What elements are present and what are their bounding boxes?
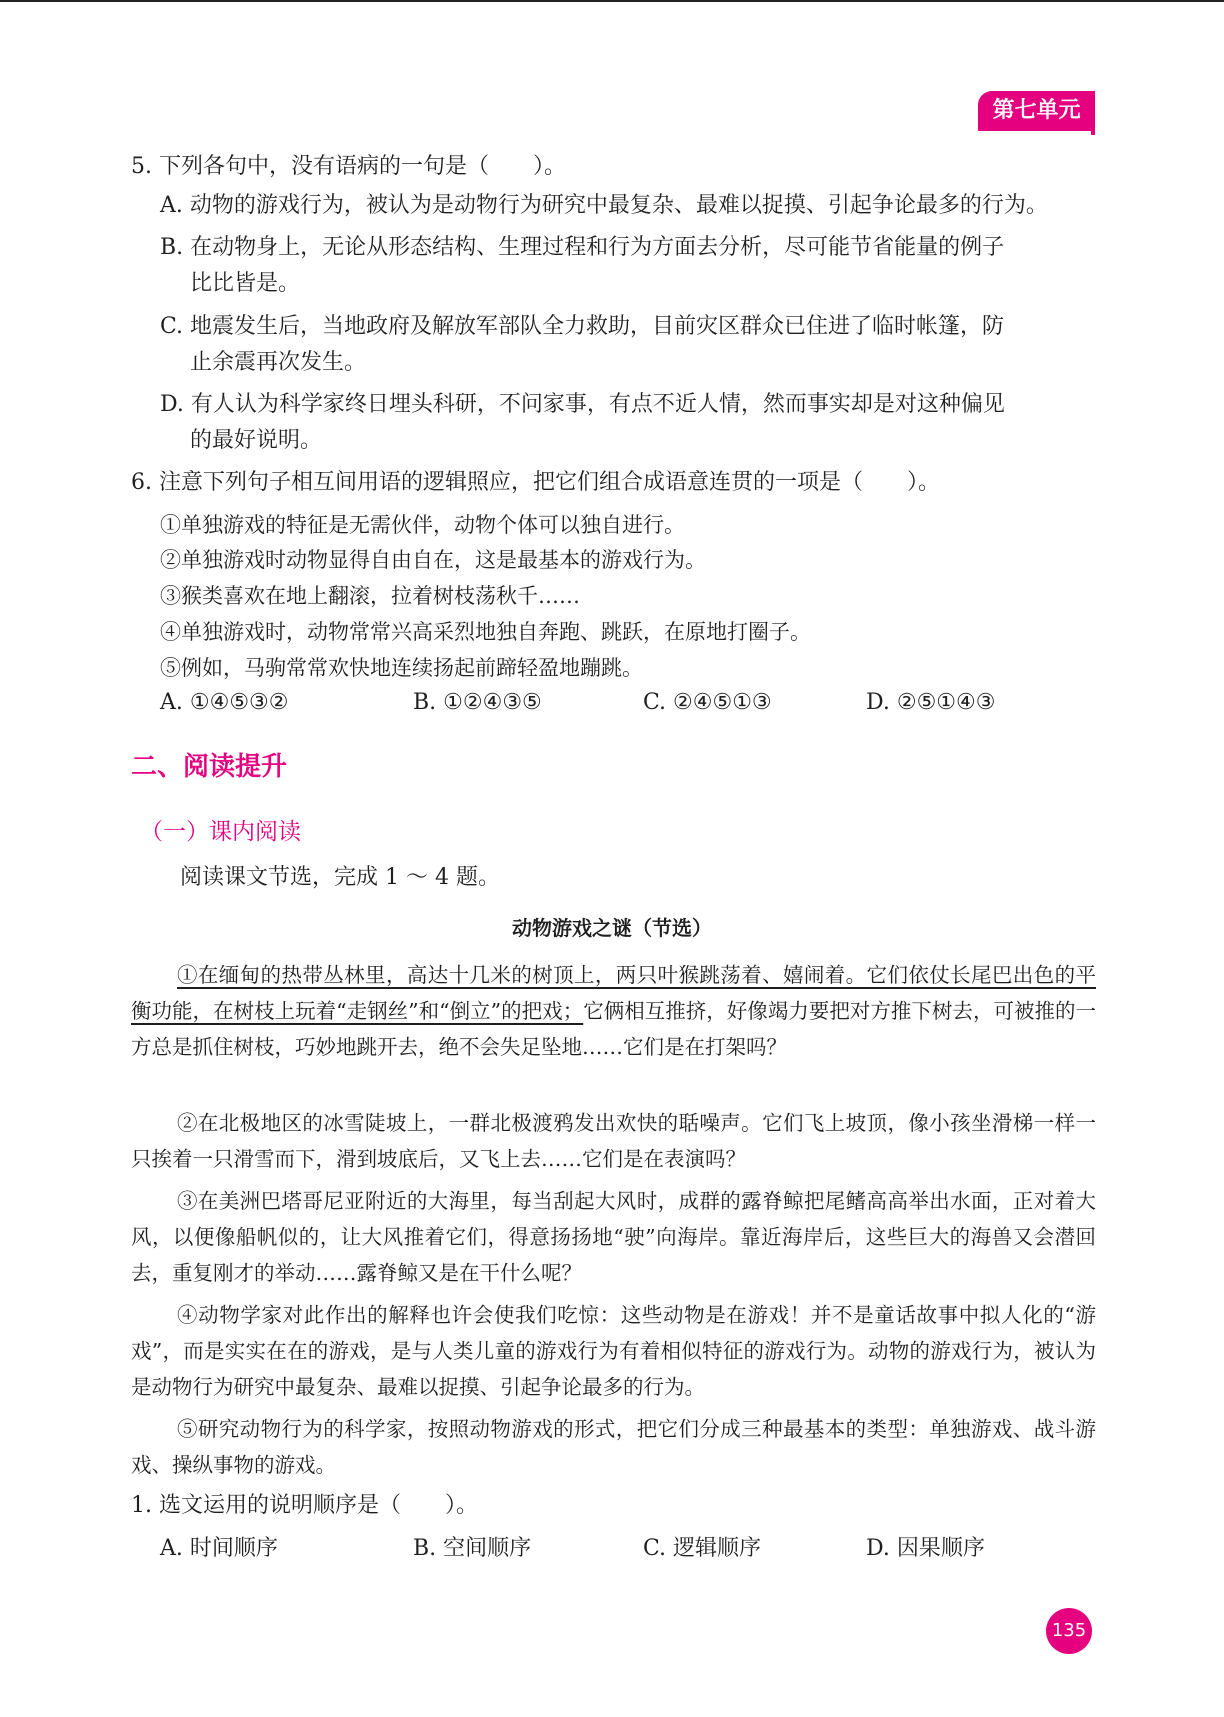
section-title: 二、阅读提升 (131, 752, 288, 782)
option-c-line1: C. 地震发生后，当地政府及解放军部队全力救助，目前灾区群众已住进了临时帐篷，防 (160, 314, 1005, 339)
question-6-sentence-1: ①单独游戏的特征是无需伙伴，动物个体可以独自进行。 (160, 513, 685, 537)
option-c-line2: 止余震再次发生。 (190, 350, 367, 375)
question-1-stem: 1. 选文运用的说明顺序是（ ）。 (131, 1493, 478, 1518)
question-5-option-b (160, 230, 1095, 302)
unit-tab: 第七单元 (978, 91, 1095, 131)
paragraph-1-rest: 它俩相互推挤，好像竭力要把对方推下树去，可被推的一方总是抓住树枝，巧妙地跳开去，绝不会失足坠地……它们是在打架吗？ (131, 999, 1097, 1059)
option-d-line1: D. 有人认为科学家终日埋头科研，不问家事，有点不近人情，然而事实却是对这种偏见 (160, 392, 1005, 417)
question-5-option-a: A. 动物的游戏行为，被认为是动物行为研究中最复杂、最难以捉摸、引起争论最多的行为。 (160, 193, 1048, 218)
option-d-line2: 的最好说明。 (190, 428, 323, 453)
question-5-option-d (160, 387, 1095, 459)
option-b-line1: B. 在动物身上，无论从形态结构、生理过程和行为方面去分析，尽可能节省能量的例子 (160, 235, 1005, 260)
question-6-option-a: A. ①④⑤③② (160, 690, 289, 715)
question-5-stem: 5. 下列各句中，没有语病的一句是（ ）。 (131, 154, 566, 179)
question-6-stem: 6. 注意下列句子相互间用语的逻辑照应，把它们组合成语意连贯的一项是（ ）。 (131, 470, 940, 495)
passage-title: 动物游戏之谜（节选） (512, 916, 712, 940)
question-6-sentence-4: ④单独游戏时，动物常常兴高采烈地独自奔跑、跳跃，在原地打圈子。 (160, 620, 811, 644)
passage-paragraph-2: ②在北极地区的冰雪陡坡上，一群北极渡鸦发出欢快的聒噪声。它们飞上坡顶，像小孩坐滑梯一样一只挨着一只滑雪而下，滑到坡底后，又飞上去……它们是在表演吗？ (131, 1111, 1096, 1171)
top-border (0, 0, 1224, 2)
passage-paragraph-3: ③在美洲巴塔哥尼亚附近的大海里，每当刮起大风时，成群的露脊鲸把尾鳍高高举出水面，正对着大风，以便像船帆似的，让大风推着它们，得意扬扬地“驶”向海岸。靠近海岸后，这些巨大的海兽又会潜回去，重复刚才的举动……露脊鲸又是在干什么呢？ (131, 1189, 1096, 1285)
question-6-sentence-3: ③猴类喜欢在地上翻滚，拉着树枝荡秋千…… (160, 584, 580, 608)
reading-instruction: 阅读课文节选，完成 1 ～ 4 题。 (180, 865, 500, 890)
question-5-option-c (160, 309, 1095, 381)
question-6-option-c: C. ②④⑤①③ (643, 690, 772, 715)
question-1-option-c: C. 逻辑顺序 (643, 1536, 762, 1561)
question-6-option-d: D. ②⑤①④③ (866, 690, 996, 715)
question-6-option-b: B. ①②④③⑤ (413, 690, 542, 715)
question-1-option-a: A. 时间顺序 (160, 1536, 278, 1561)
section-subtitle: （一）课内阅读 (140, 819, 301, 845)
question-1-option-d: D. 因果顺序 (866, 1536, 985, 1561)
underlined-sentence: ①在缅甸的热带丛林里，高达十几米的树顶上，两只叶猴跳荡着、嬉闹着。它们依仗长尾巴出色的平衡功能，在树枝上玩着“走钢丝”和“倒立”的把戏； (131, 963, 1096, 1023)
option-b-line2: 比比皆是。 (190, 271, 301, 296)
page-number: 135 (1046, 1608, 1092, 1654)
passage-paragraph-4: ④动物学家对此作出的解释也许会使我们吃惊：这些动物是在游戏！并不是童话故事中拟人化的“游戏”，而是实实在在的游戏，是与人类儿童的游戏行为有着相似特征的游戏行为。动物的游戏行为，被认为是动物行为研究中最复杂、最难以捉摸、引起争论最多的行为。 (131, 1303, 1096, 1399)
passage-paragraph-1 (131, 957, 1096, 1065)
passage-paragraph-5: ⑤研究动物行为的科学家，按照动物游戏的形式，把它们分成三种最基本的类型：单独游戏、战斗游戏、操纵事物的游戏。 (131, 1417, 1096, 1477)
question-6-sentence-5: ⑤例如，马驹常常欢快地连续扬起前蹄轻盈地蹦跳。 (160, 656, 643, 680)
question-1-option-b: B. 空间顺序 (413, 1536, 532, 1561)
question-6-sentence-2: ②单独游戏时动物显得自由自在，这是最基本的游戏行为。 (160, 548, 706, 572)
